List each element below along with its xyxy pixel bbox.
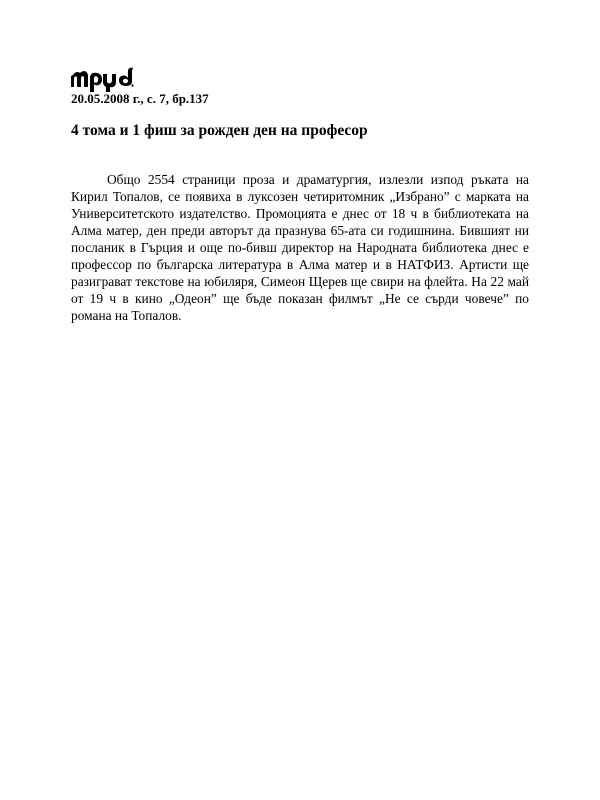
article-body: Общо 2554 страници проза и драматургия, излезли изпод ръката на Кирил Топалов, се появиха в луксозен четиритомник „Избрано” с марката на Университетското издателство. Промоцията е днес от 18 ч в библиотеката на Алма матер, ден преди авторът да празнува 65-ата си годишнина. Бившият ни посланик в Гърция и още по-бивш директор на Народната библиотека днес е профессор по българска литература в Алма матер и в НАТФИЗ. Артисти ще разиграват текстове на юбиляря, Симеон Щерев ще свири на флейта. На 22 май от 19 ч в кино „Одеон” ще бъде показан филмът „Не се сърди човече” по романа на Топалов.: [71, 172, 529, 323]
article-headline: 4 тома и 1 фиш за рожден ден на професор: [71, 122, 368, 139]
trud-logo-icon: [71, 67, 135, 93]
publication-date-line: 20.05.2008 г., с. 7, бр.137: [71, 91, 209, 106]
